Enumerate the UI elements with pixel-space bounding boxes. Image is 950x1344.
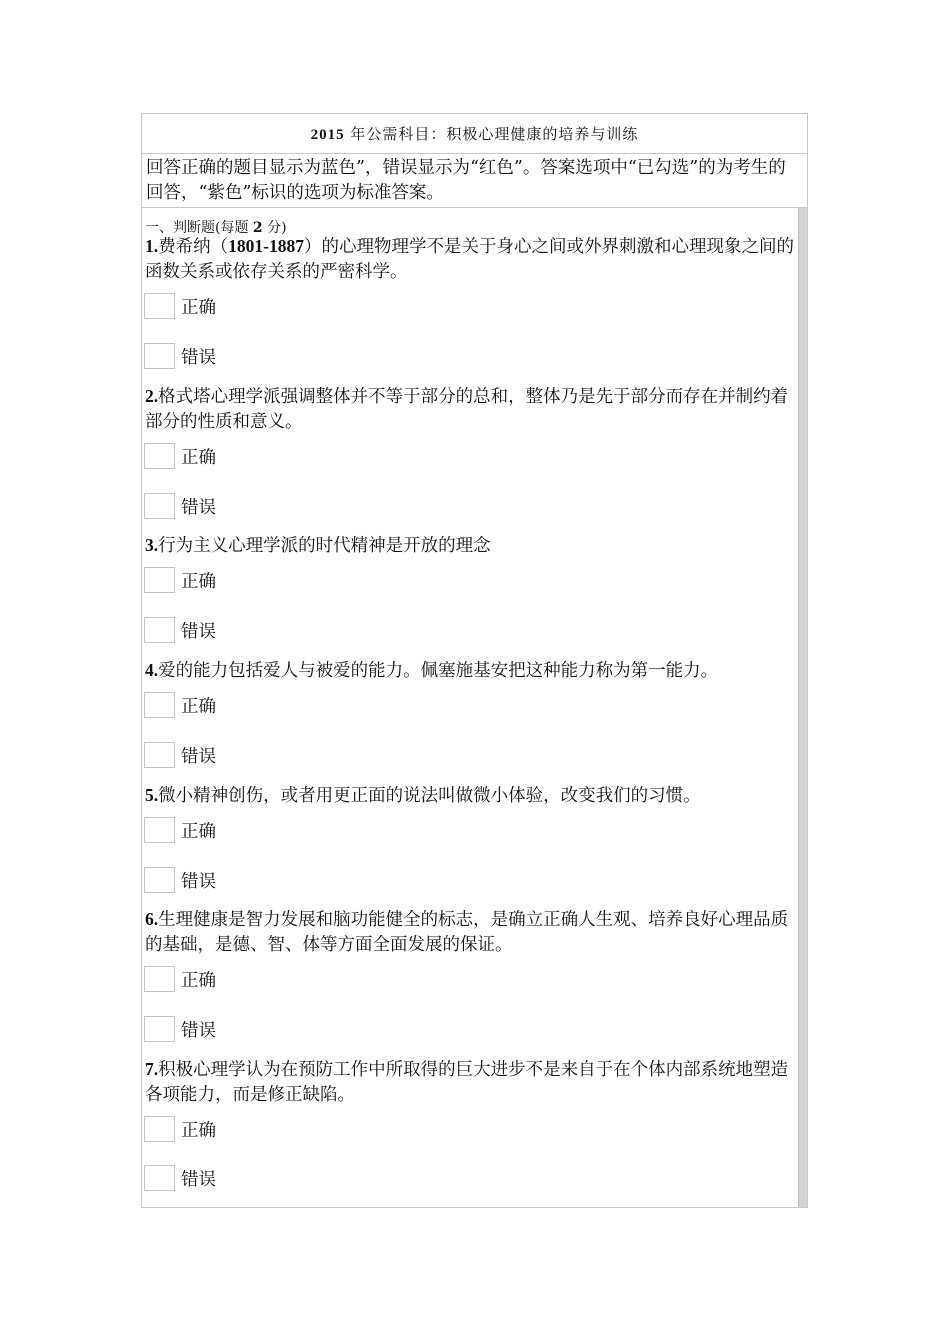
question-number: 2. <box>145 386 159 406</box>
exam-panel <box>141 113 808 1208</box>
section-title-prefix: 一、判断题(每题 <box>145 220 253 236</box>
question-text: 格式塔心理学派强调整体并不等于部分的总和，整体乃是先于部分而存在并制约着部分的性质和意义。 <box>145 387 789 432</box>
page-title <box>311 123 639 144</box>
question-5 <box>145 783 795 809</box>
checkbox[interactable] <box>144 567 175 593</box>
question-list <box>142 208 799 1207</box>
checkbox[interactable] <box>144 617 175 643</box>
notice-row <box>142 154 807 208</box>
question-text: 积极心理学认为在预防工作中所取得的巨大进步不是来自于在个体内部系统地塑造各项能力，而是修正缺陷。 <box>145 1060 789 1105</box>
notice-text: 回答正确的题目显示为蓝色”，错误显示为“红色”。答案选项中“已勾选”的为考生的回答，“紫色”标识的选项为标准答案。 <box>146 158 786 203</box>
question-number: 7. <box>145 1059 159 1079</box>
option-label: 错误 <box>181 746 216 767</box>
option-true[interactable] <box>144 442 216 470</box>
option-label: 错误 <box>181 347 216 368</box>
option-false[interactable] <box>144 1015 216 1043</box>
checkbox[interactable] <box>144 867 175 893</box>
option-label: 正确 <box>181 447 216 468</box>
question-number: 6. <box>145 909 159 929</box>
option-label: 正确 <box>181 970 216 991</box>
question-text: 生理健康是智力发展和脑功能健全的标志，是确立正确人生观、培养良好心理品质的基础，是德、智、体等方面全面发展的保证。 <box>145 910 789 955</box>
checkbox[interactable] <box>144 493 175 519</box>
option-label: 错误 <box>181 621 216 642</box>
option-false[interactable] <box>144 866 216 894</box>
option-label: 错误 <box>181 1169 216 1190</box>
option-true[interactable] <box>144 691 216 719</box>
title-row <box>142 114 807 154</box>
checkbox[interactable] <box>144 343 175 369</box>
checkbox[interactable] <box>144 742 175 768</box>
checkbox[interactable] <box>144 1165 175 1191</box>
option-false[interactable] <box>144 492 216 520</box>
vertical-scrollbar[interactable] <box>798 208 807 1207</box>
option-label: 错误 <box>181 871 216 892</box>
option-label: 正确 <box>181 1120 216 1141</box>
option-false[interactable] <box>144 342 216 370</box>
question-years: 1801-1887 <box>228 236 304 256</box>
question-text-cont: ）的心理物理学不是关于身心之间或外界刺激和心理现象之间的函数关系或依存关系的严密科学。 <box>145 237 794 282</box>
checkbox[interactable] <box>144 293 175 319</box>
question-text: 费希纳（ <box>158 237 229 257</box>
question-text: 微小精神创伤，或者用更正面的说法叫做微小体验，改变我们的习惯。 <box>158 786 701 806</box>
question-number: 4. <box>145 660 159 680</box>
option-label: 正确 <box>181 571 216 592</box>
option-true[interactable] <box>144 816 216 844</box>
option-true[interactable] <box>144 965 216 993</box>
option-label: 错误 <box>181 497 216 518</box>
question-text: 爱的能力包括爱人与被爱的能力。佩塞施基安把这种能力称为第一能力。 <box>158 661 719 681</box>
section-title-suffix: 分) <box>262 220 287 236</box>
checkbox[interactable] <box>144 1116 175 1142</box>
option-true[interactable] <box>144 566 216 594</box>
checkbox[interactable] <box>144 692 175 718</box>
checkbox[interactable] <box>144 966 175 992</box>
title-year: 2015 <box>310 127 345 143</box>
question-7 <box>145 1057 795 1108</box>
question-number: 5. <box>145 785 159 805</box>
question-number: 3. <box>145 535 159 555</box>
section-title-points: 2 <box>252 220 263 236</box>
checkbox[interactable] <box>144 1016 175 1042</box>
question-4 <box>145 658 795 684</box>
option-false[interactable] <box>144 741 216 769</box>
title-text: 年公需科目：积极心理健康的培养与训练 <box>350 125 639 143</box>
question-3 <box>145 533 795 559</box>
question-text: 行为主义心理学派的时代精神是开放的理念 <box>158 536 491 556</box>
option-true[interactable] <box>144 292 216 320</box>
option-label: 正确 <box>181 696 216 717</box>
option-false[interactable] <box>144 616 216 644</box>
question-number: 1. <box>145 236 159 256</box>
option-label: 正确 <box>181 297 216 318</box>
option-true[interactable] <box>144 1115 216 1143</box>
option-label: 错误 <box>181 1020 216 1041</box>
checkbox[interactable] <box>144 443 175 469</box>
option-false[interactable] <box>144 1164 216 1192</box>
checkbox[interactable] <box>144 817 175 843</box>
question-2 <box>145 384 795 435</box>
question-6 <box>145 907 795 958</box>
question-1 <box>145 234 795 285</box>
option-label: 正确 <box>181 821 216 842</box>
